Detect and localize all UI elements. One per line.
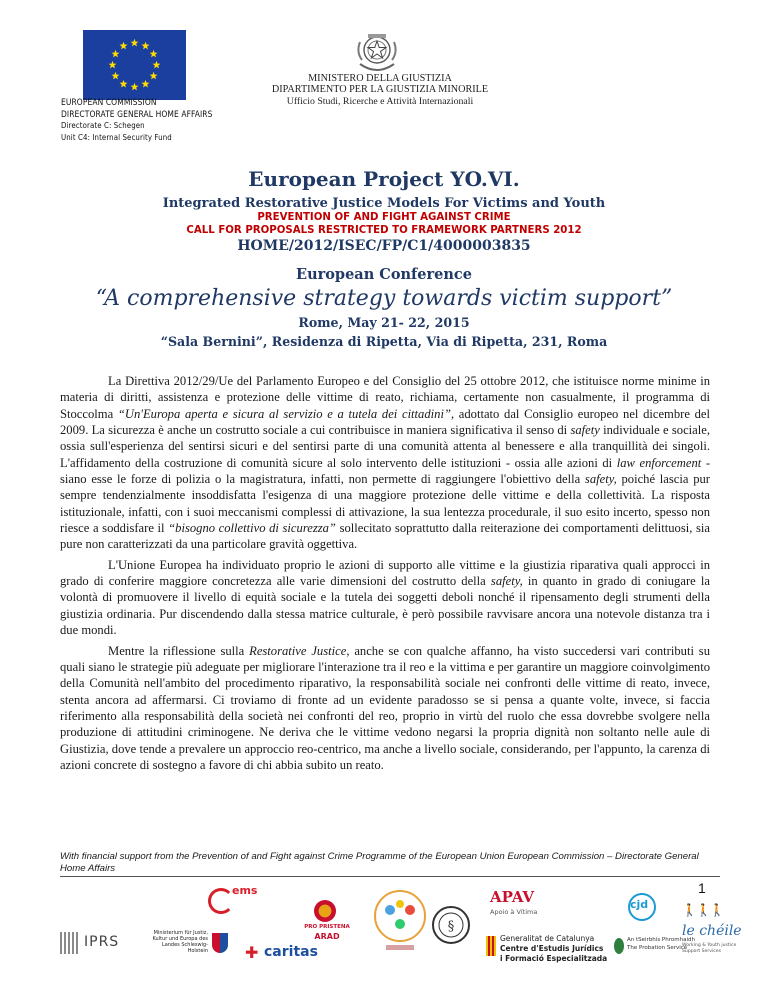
ministry-line-1: MINISTERO DELLA GIUSTIZIA [308, 73, 452, 84]
ministry-line-2: DIPARTIMENTO PER LA GIUSTIZIA MINORILE [271, 84, 489, 96]
pro-pristena-icon [314, 900, 336, 922]
apav-logo: APAV Apoio à Vítima [490, 888, 538, 916]
caritas-logo: ✚ caritas [245, 943, 318, 962]
directorate-line: Directorate C: Schegen [61, 121, 145, 131]
generalitat-logo: Generalitat de Catalunya Centre d'Estudis Jurídics i Formació Especialitzada [486, 934, 596, 970]
paragraph-3: Mentre la riflessione sulla Restorative Justice, anche se con qualche affanno, ha visto succedersi vari contributi su quali siano le strategie più adeguate per migliorare l'interazione tra il reo e la vittima e per garantire un maggiore coinvolgimento della Comunità nell'ambito del procedimento riparativo, la responsabilità sociale nei confronti delle vittime di reato, invece, stenta ancora ad affermarsi. Ci troviamo di fronte ad un evidente paradosso se si pensa a quante volte, invece, si faccia riferimento alla responsabilità della società nei confronti del reo, proprio in virtù del ruolo che essa dovrebbe svolgere nella produzione di attitudini criminogene. Ne deriva che le vittime vedono negarsi la propria dignità non soltanto nelle aule di Giustizia, dove tende a prevalere un approccio reo-centrico, ma anche a livello sociale, considerando, per l'appunto, la carenza di azioni concrete di sostegno a favore di chi abbia subito un reato. [60, 643, 711, 772]
caritas-cross-icon: ✚ [245, 943, 259, 962]
italian-republic-emblem [350, 30, 404, 76]
page-number: 1 [698, 880, 706, 896]
probation-service-logo: An tSeirbhís Phromhaidh The Probation Service [614, 936, 694, 960]
hands-circle-icon [372, 888, 428, 954]
svg-text:§: § [447, 919, 455, 934]
ems-logo: ems [208, 884, 288, 914]
iprs-logo: IPRS [60, 932, 140, 954]
ems-swoosh-icon [208, 888, 234, 914]
prevention-line: PREVENTION OF AND FIGHT AGAINST CRIME [257, 212, 511, 223]
conference-venue: “Sala Bernini”, Residenza di Ripetta, Via di Ripetta, 231, Roma [160, 334, 608, 349]
seal-logo [431, 905, 471, 945]
conference-title: “A comprehensive strategy towards victim support” [95, 286, 673, 311]
coat-of-arms-icon [212, 933, 228, 953]
conference-label: European Conference [296, 266, 472, 283]
call-line: CALL FOR PROPOSALS RESTRICTED TO FRAMEWORK PARTNERS 2012 [186, 225, 582, 236]
dg-home-line: DIRECTORATE GENERAL HOME AFFAIRS [61, 108, 213, 119]
footer-divider [60, 876, 720, 877]
paragraph-1: La Direttiva 2012/29/Ue del Parlamento Europeo e del Consiglio del 25 ottobre 2012, che istituisce norme minime in materia di diritti, assistenza e protezione delle vittime di reato, richiama, certamente non casualmente, il programma di Stoccolma “Un'Europa aperta e sicura al servizio e a tutela dei cittadini”, adottato dal Consiglio europeo nel dicembre del 2009. La sicurezza è anche un costrutto sociale a cui contribuisce in maniera significativa il senso di safety individuale e sociale, ossia sull'esperienza del sentirsi sicuri e del sentirsi parte di una comunità attenta al benessere e alla tranquillità dei singoli. L'affidamento della costruzione di comunità sicure al solo intervento delle istituzioni - ossia alle azioni di law enforcement - siano esse le forze di polizia o la magistratura, infatti, non permette di raggiungere l'obiettivo della safety, poiché lascia pur sempre tendenzialmente insoddisfatta l'esigenza di una maggiore protezione delle vittime e della collettività. La risposta istituzionale, infatti, con i suoi meccanismi complessi di attivazione, la sua lentezza procedurale, il suo esito incerto, spesso non riesce a soddisfare il “bisogno collettivo di sicurezza” sollecitato soprattutto dalla reiterazione dei comportamenti delittuosi, sia pure non caratterizzati da una particolare gravità oggettiva. [60, 374, 711, 552]
schleswig-holstein-logo: Ministerium für Justiz, Kultur und Europa des Landes Schleswig-Holstein [146, 930, 236, 970]
generalitat-flag-icon [486, 936, 496, 956]
project-title: European Project YO.VI. [248, 167, 520, 191]
unit-line: Unit C4: Internal Security Fund [61, 132, 172, 142]
project-subtitle: Integrated Restorative Justice Models For Victims and Youth [162, 196, 606, 211]
eu-flag-logo [83, 30, 186, 100]
eu-commission-text [61, 97, 212, 143]
eu-commission-line: EUROPEAN COMMISSION [61, 97, 157, 107]
le-cheile-logo: 🚶🚶🚶 le chéile Working & Youth justice Support Services [682, 903, 742, 954]
emblem-icon [350, 30, 404, 76]
body-text [60, 373, 710, 777]
ministry-line-3: Ufficio Studi, Ricerche e Attività Internazionali [286, 95, 474, 107]
conference-date: Rome, May 21- 22, 2015 [298, 315, 470, 330]
probation-leaf-icon [614, 938, 624, 954]
pro-pristena-logo: PRO PRISTENA ARAD [300, 900, 354, 944]
funding-note: With financial support from the Prevention of and Fight against Crime Programme of the European Union European Commission – Directorate General Home Affairs [60, 851, 699, 874]
iprs-bars-icon [60, 932, 80, 954]
colorful-circle-logo [372, 888, 428, 954]
cjd-logo: cjd [614, 893, 678, 927]
seal-icon [431, 905, 471, 945]
eu-stars-icon [83, 30, 186, 100]
ministry-header [230, 73, 530, 107]
paragraph-2: L'Unione Europea ha individuato proprio le azioni di supporto alle vittime e la giustizia riparativa quali approcci in grado di conferire maggiore concretezza alle varie dimensioni del costrutto della safety, in quanto in grado di coniugare la volontà di promuovere il livello di equità sociale e la tutela dei soggetti deboli nonché il ripensamento degli strumenti della giustizia ordinaria. Pur discendendo dalla stessa matrice culturale, è però possibile ravvisare ancora una notevole distanza tra i due mondi. [60, 557, 710, 638]
people-icon: 🚶🚶🚶 [682, 903, 724, 917]
project-reference: HOME/2012/ISEC/FP/C1/4000003835 [237, 238, 531, 254]
